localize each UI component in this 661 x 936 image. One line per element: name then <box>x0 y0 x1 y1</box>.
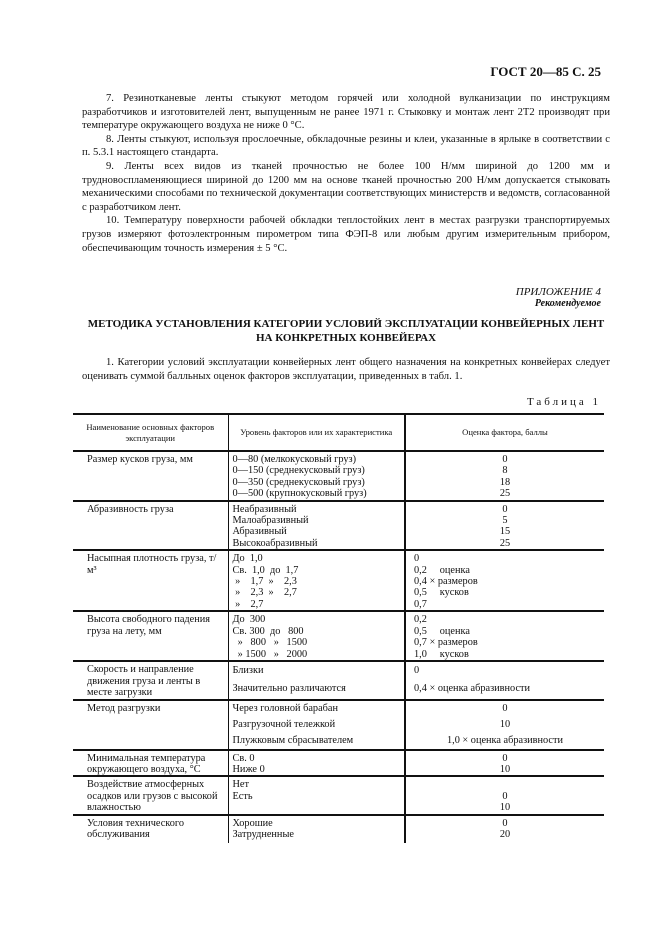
level-cell-line: » 2,7 <box>232 598 264 610</box>
score-cell <box>405 550 604 611</box>
factor-cell-line: Скорость и направление движения груза и ленты в месте загрузки <box>87 664 201 699</box>
score-cell <box>405 700 604 750</box>
score-cell-line: 1,0 кусков <box>414 648 469 660</box>
level-cell <box>228 451 405 501</box>
score-cell-line: 10 <box>499 718 511 730</box>
appendix-number: ПРИЛОЖЕНИЕ 4 <box>515 286 601 298</box>
level-cell-line: До 300 <box>232 614 266 626</box>
table-row <box>73 611 604 661</box>
level-cell <box>228 776 405 814</box>
score-cell-line: 20 <box>499 828 511 840</box>
score-cell <box>405 776 604 814</box>
level-cell-line: 0—350 (среднекусковый груз) <box>232 476 365 488</box>
score-cell-line: 0,7 × размеров <box>414 637 478 649</box>
header-level: Уровень факторов или их характеристика <box>228 414 405 451</box>
level-cell-line: Значительно различаются <box>232 683 346 695</box>
paragraph-8: 8. Ленты стыкуют, используя прослоечные, обкладочные резины и клеи, указанные в ярлыке в соответствии с п. 5.3.1 настоящего стандарта. <box>82 133 610 159</box>
level-cell-line: Ниже 0 <box>232 763 265 775</box>
level-cell-line: 0—150 (среднекусковый груз) <box>232 465 365 477</box>
score-cell-line: 0 <box>414 553 420 565</box>
score-cell <box>405 501 604 551</box>
score-cell-line: 15 <box>499 526 511 538</box>
level-cell-line: Св. 300 до 800 <box>232 625 304 637</box>
score-cell-line: 1,0 × оценка абразивности <box>446 734 564 746</box>
level-cell-line: » 800 » 1500 <box>232 637 308 649</box>
factor-cell <box>73 776 228 814</box>
level-cell-line: » 2,3 » 2,7 <box>232 587 297 599</box>
score-cell-line: 0 <box>502 503 508 515</box>
level-cell-line: 0—80 (мелкокусковый груз) <box>232 454 357 465</box>
factor-cell <box>73 661 228 699</box>
score-cell-line: 0,2 <box>414 614 427 626</box>
factor-cell-line: Условия технического обслуживания <box>87 817 185 840</box>
level-cell-line: Высокоабразивный <box>232 537 318 549</box>
level-cell <box>228 750 405 777</box>
level-cell-line: Св. 0 <box>232 752 255 764</box>
score-cell <box>405 750 604 777</box>
appendix-status: Рекомендуемое <box>534 298 601 309</box>
score-cell-line: 5 <box>502 515 508 527</box>
score-cell-line: 0 <box>502 817 508 829</box>
score-cell-line: 0 <box>502 790 508 802</box>
factor-cell-line: Минимальная температура окружающего воздуха, °С <box>87 752 206 775</box>
page-header: ГОСТ 20—85 С. 25 <box>490 64 601 79</box>
score-cell-line: 25 <box>499 488 511 500</box>
score-cell-line: 0 <box>502 702 508 714</box>
level-cell-line: » 1500 » 2000 <box>232 648 308 660</box>
level-cell <box>228 550 405 611</box>
intro-paragraph: 1. Категории условий эксплуатации конвейерных лент общего назначения на конкретных конвейерах следует оценивать суммой балльных оценок факторов эксплуатации, приведенных в табл. 1. <box>82 357 610 382</box>
header-score: Оценка фактора, баллы <box>405 414 604 451</box>
level-cell <box>228 661 405 699</box>
score-cell-line: 18 <box>499 476 511 488</box>
table-row <box>73 750 604 777</box>
appendix-label <box>516 286 601 310</box>
score-cell-line: 0,5 оценка <box>414 625 470 637</box>
level-cell-line: 0—500 (крупнокусковый груз) <box>232 488 367 500</box>
level-cell-line: Абразивный <box>232 526 287 538</box>
factor-cell-line: Абразивность груза <box>87 503 174 515</box>
score-cell <box>405 815 604 843</box>
table-row <box>73 776 604 814</box>
level-cell-line: Разгрузочной тележкой <box>232 718 336 730</box>
factor-cell-line: Размер кусков груза, мм <box>87 454 193 465</box>
score-cell-line: 0 <box>502 454 508 465</box>
level-cell <box>228 611 405 661</box>
table-row <box>73 661 604 699</box>
factors-table <box>73 413 604 843</box>
table-header-row <box>73 414 604 451</box>
score-cell-line: 10 <box>499 763 511 775</box>
section-title <box>82 318 610 345</box>
table-caption: Таблица 1 <box>526 396 601 408</box>
factor-cell <box>73 611 228 661</box>
level-cell-line: Хорошие <box>232 817 273 829</box>
section-title-line: МЕТОДИКА УСТАНОВЛЕНИЯ КАТЕГОРИИ УСЛОВИЙ ЭКСПЛУАТАЦИИ КОНВЕЙЕРНЫХ ЛЕНТ <box>87 318 605 330</box>
score-cell-line: 0,5 кусков <box>414 587 469 599</box>
level-cell <box>228 700 405 750</box>
level-cell-line: Через головной барабан <box>232 702 338 714</box>
paragraph-7: 7. Резинотканевые ленты стыкуют методом горячей или холодной вулканизации по инструкциям разработчиков и изготовителей лент, выпущенным не ранее 1971 г. Стыковку и монтаж лент 2Т2 производят при температуре окружающего воздуха не ниже 0 °С. <box>82 93 610 132</box>
score-cell <box>405 611 604 661</box>
score-cell-line: 0 <box>502 752 508 764</box>
level-cell-line: До 1,0 <box>232 553 263 565</box>
score-cell-line <box>410 779 600 790</box>
factor-cell-line: Метод разгрузки <box>87 702 161 714</box>
score-cell-line: 0,7 <box>414 598 427 610</box>
level-cell-line: Есть <box>232 790 253 802</box>
level-cell-line: Плужковым сбрасывателем <box>232 734 354 746</box>
level-cell-line: Затрудненные <box>232 828 294 840</box>
score-cell-line: 10 <box>499 802 511 814</box>
score-cell-line: 25 <box>499 537 511 549</box>
level-cell <box>228 815 405 843</box>
factor-cell <box>73 550 228 611</box>
score-cell-line: 0,4 × оценка абразивности <box>414 683 531 695</box>
level-cell-line: Малоабразивный <box>232 515 309 527</box>
score-cell-line: 0 <box>414 665 420 677</box>
paragraph-10: 10. Температуру поверхности рабочей обкладки теплостойких лент в местах разгрузки транспортируемых грузов измеряют фотоэлектронным пирометром типа ФЭП-8 или любым другим измерительным прибором, обеспечивающим точность измерения ± 5 °С. <box>82 215 610 254</box>
table-row <box>73 815 604 843</box>
body-paragraphs <box>82 92 610 255</box>
level-cell <box>228 501 405 551</box>
level-cell-line: Св. 1,0 до 1,7 <box>232 564 299 576</box>
score-cell <box>405 661 604 699</box>
section-title-line: НА КОНКРЕТНЫХ КОНВЕЙЕРАХ <box>255 331 437 344</box>
score-cell-line: 8 <box>502 465 508 477</box>
level-cell-line: Близки <box>232 665 264 677</box>
score-cell-line: 0,4 × размеров <box>414 576 478 588</box>
level-cell-line: Неабразивный <box>232 503 297 515</box>
level-cell-line: » 1,7 » 2,3 <box>232 576 297 588</box>
factor-cell-line: Высота свободного падения груза на лету, мм <box>87 614 210 637</box>
score-cell <box>405 451 604 501</box>
table-row <box>73 700 604 750</box>
factor-cell <box>73 451 228 501</box>
level-cell-line: Нет <box>232 779 250 791</box>
score-cell-line: 0,2 оценка <box>414 564 470 576</box>
paragraph-9: 9. Ленты всех видов из тканей прочностью не более 100 Н/мм шириной до 1200 мм и трудновоспламеняющиеся шириной до 1200 мм на основе тканей прочностью 200 Н/мм допускается стыковать механическими способами по технической документации соответствующих министерств и ведомств, согласованной с разработчиком лент. <box>82 160 610 213</box>
factor-cell <box>73 501 228 551</box>
table-row <box>73 501 604 551</box>
header-factor: Наименование основных факторов эксплуатации <box>73 414 228 451</box>
factor-cell <box>73 700 228 750</box>
table-row <box>73 550 604 611</box>
factor-cell-line: Насыпная плотность груза, т/м³ <box>87 553 217 576</box>
factor-cell <box>73 815 228 843</box>
table-row <box>73 451 604 501</box>
factor-cell <box>73 750 228 777</box>
factor-cell-line: Воздействие атмосферных осадков или грузов с высокой влажностью <box>87 779 218 814</box>
